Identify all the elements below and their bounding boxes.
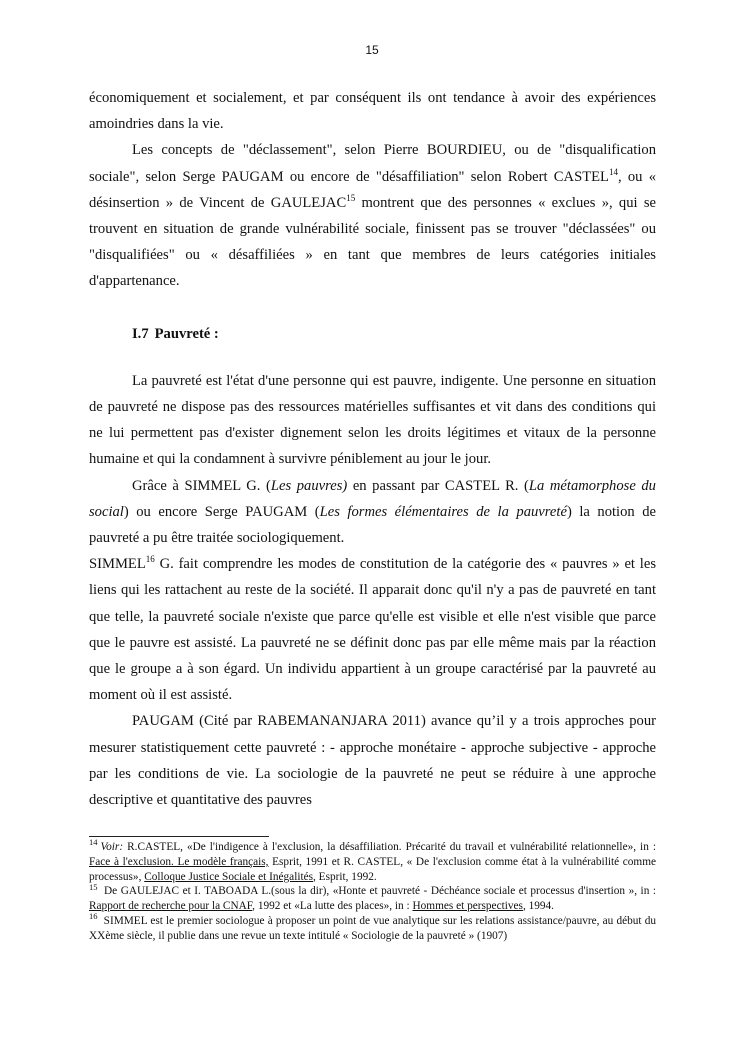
paragraph-authors [89, 473, 656, 552]
footnote-mark: 16 [89, 911, 98, 922]
footnote-mark: 15 [89, 881, 98, 892]
book-title: La métamorphose du social [89, 477, 656, 520]
body-text [89, 85, 656, 813]
text-span: De GAULEJAC et I. TABOADA L.(sous la dir), «Honte et pauvreté - Déchéance sociale et processus d'insertion », in : [100, 885, 656, 898]
citation-title: Hommes et perspectives [412, 900, 523, 913]
text-span: , 1994. [522, 900, 555, 913]
book-title: Les formes élémentaires de la pauvreté [319, 503, 567, 520]
text-span: , Esprit, 1992. [313, 870, 377, 883]
citation-title: Face à l'exclusion. Le modèle français, [89, 855, 269, 868]
section-number: I.7 [132, 325, 149, 342]
section-title: Pauvreté : [154, 325, 219, 342]
paragraph-continuation: économiquement et socialement, et par conséquent ils ont tendance à avoir des expériences amoindries dans la vie. [89, 90, 656, 133]
footnote-16 [89, 911, 656, 944]
footnote-separator [89, 836, 269, 837]
citation-title: Rapport de recherche pour la CNAF [89, 900, 253, 913]
book-title: Les pauvres) [270, 477, 348, 494]
text-span: , ou « désinsertion » de Vincent de GAULEJAC [89, 168, 656, 211]
footnote-ref-15: 15 [346, 192, 356, 203]
text-span: ) la notion de pauvreté a pu être traitée sociologiquement. [89, 503, 656, 547]
paragraph-definition: La pauvreté est l'état d'une personne qui est pauvre, indigente. Une personne en situation de pauvreté ne dispose pas des ressources matérielles suffisantes et vit dans des conditions qui ne lui permettent pas d'exister dignement selon les droits légitimes et vitaux de la personne humaine et qui la condamnent à survivre péniblement au jour le jour. [89, 372, 656, 468]
text-span: G. fait comprendre les modes de constitution de la catégorie des « pauvres » et les liens qui les rattachent au reste de la société. Il apparait donc qu'il n'y a pas de pauvreté en tant que telle, la pauvreté sociale n'existe que parce qu'elle est visible et elle n'est visible que parce que le pauvre est assisté. La pauvreté ne se définit donc pas par elle même mais par la réaction que le groupe a à son égard. Un individu appartient à un groupe caractérisé par la pauvreté au moment où il est assisté. [89, 556, 656, 704]
footnote-ref-16: 16 [145, 554, 155, 565]
text-span: ) ou encore Serge PAUGAM ( [123, 503, 320, 520]
section-heading [132, 321, 656, 347]
paragraph-simmel [89, 551, 656, 708]
text-span: SIMMEL est le premier sociologue à proposer un point de vue analytique sur les relations assistance/pauvre, au début du XXème siècle, il publie dans une revue un texte intitulé « Sociologie de la pauvreté » (1907) [89, 914, 656, 942]
page-number: 15 [365, 43, 379, 57]
footnote-14 [89, 837, 657, 884]
footnote-lead: Voir: [100, 841, 124, 853]
citation-title: Colloque Justice Sociale et Inégalités [144, 870, 314, 883]
text-span: en passant par CASTEL R. ( [347, 477, 529, 494]
text-span: SIMMEL [89, 556, 146, 573]
text-span: R.CASTEL, «De l'indigence à l'exclusion, la désaffiliation. Précarité du travail et vulnérabilité relationnelle», in : [123, 841, 656, 853]
text-span: montrent que des personnes « exclues », qui se trouvent en situation de grande vulnérabilité sociale, finissent pas se trouver "déclassées" ou "disqualifiées" ou « désaffiliées » en tant que membres de leurs catégories initiales d'appartenance. [89, 194, 656, 290]
paragraph-paugam: PAUGAM (Cité par RABEMANANJARA 2011) avance qu’il y a trois approches pour mesurer statistiquement cette pauvreté : - approche monétaire - approche subjective - approche par les conditions de vie. La sociologie de la pauvreté ne peut se réduire à une approche descriptive et quantitative des pauvres [89, 713, 656, 809]
text-span: Les concepts de "déclassement", selon Pierre BOURDIEU, ou de "disqualification sociale", selon Serge PAUGAM ou encore de "désaffiliation" selon Robert CASTEL [89, 142, 656, 185]
footnotes [89, 837, 657, 944]
paragraph-concepts [89, 137, 656, 294]
footnote-mark: 14 [89, 837, 98, 848]
text-span: , 1992 et «La lutte des places», in : [252, 900, 413, 913]
text-span: Esprit, 1991 et R. CASTEL, « De l'exclusion comme état à la vulnérabilité comme processus», [89, 855, 657, 883]
footnote-15 [89, 881, 656, 914]
footnote-ref-14: 14 [608, 166, 618, 177]
text-span: Grâce à SIMMEL G. ( [132, 477, 271, 494]
